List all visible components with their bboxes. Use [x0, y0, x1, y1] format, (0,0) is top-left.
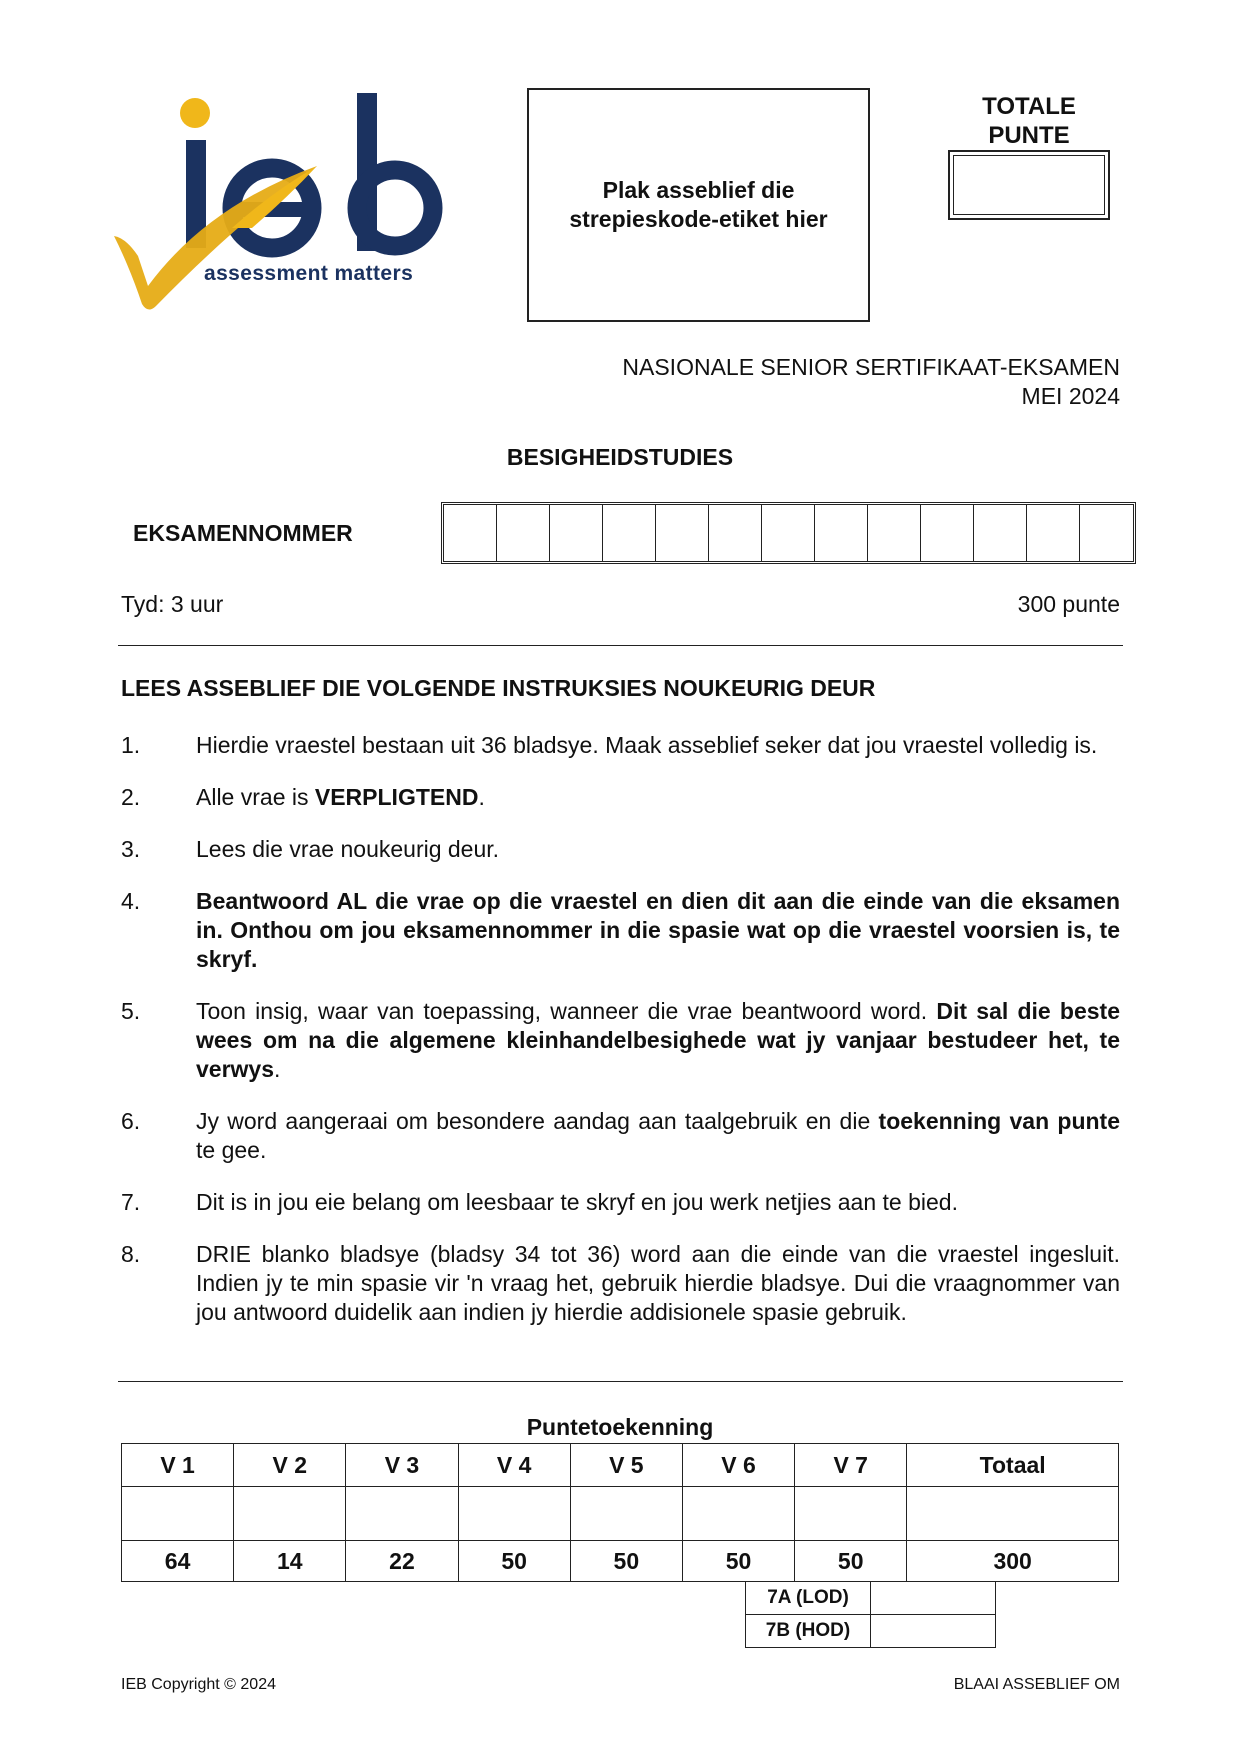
exam-number-grid	[441, 502, 1136, 564]
marks-entry-cell[interactable]	[795, 1487, 907, 1541]
instruction-item	[121, 1107, 1120, 1165]
instruction-item	[121, 1188, 1120, 1217]
exam-number-cell[interactable]	[1080, 505, 1133, 561]
moderation-label: 7B (HOD)	[746, 1615, 871, 1648]
marks-header-cell: V 1	[122, 1444, 234, 1487]
marks-header-cell: V 3	[346, 1444, 458, 1487]
marks-entry-cell[interactable]	[570, 1487, 682, 1541]
instruction-text: Beantwoord AL die vrae op die vraestel en dien dit aan die einde van die eksamen in. Onthou om jou eksamennommer in die spasie wat op die vraestel voorsien is, te skryf.	[196, 888, 1120, 972]
exam-number-cell[interactable]	[815, 505, 868, 561]
instruction-number: 2.	[121, 784, 141, 810]
moderation-label: 7A (LOD)	[746, 1582, 871, 1615]
ieb-logo	[112, 88, 462, 318]
barcode-label: Plak asseblief die strepieskode-etiket hier	[569, 177, 828, 232]
barcode-sticker-box	[527, 88, 870, 322]
instruction-item	[121, 731, 1120, 760]
marks-header-cell: V 5	[570, 1444, 682, 1487]
divider-top	[118, 645, 1123, 646]
marks-header-cell: V 2	[234, 1444, 346, 1487]
max-marks-cell: 22	[346, 1541, 458, 1582]
moderation-entry-cell[interactable]	[871, 1615, 996, 1648]
exam-date: MEI 2024	[1021, 383, 1120, 409]
exam-number-cell[interactable]	[868, 505, 921, 561]
instructions-list	[121, 731, 1120, 1350]
instruction-item	[121, 1240, 1120, 1327]
instruction-number: 8.	[121, 1241, 141, 1267]
marks-header-cell: Totaal	[907, 1444, 1119, 1487]
instruction-number: 5.	[121, 998, 141, 1024]
exam-number-cell[interactable]	[709, 505, 762, 561]
exam-duration: Tyd: 3 uur	[121, 591, 224, 617]
exam-number-cell[interactable]	[656, 505, 709, 561]
marks-header-cell: V 7	[795, 1444, 907, 1487]
instruction-text: Jy word aangeraai om besondere aandag aan taalgebruik en die toekenning van punte te gee.	[196, 1108, 1120, 1163]
marks-header-cell: V 6	[682, 1444, 794, 1487]
marks-header-cell: V 4	[458, 1444, 570, 1487]
max-marks-cell: 14	[234, 1541, 346, 1582]
marks-table	[121, 1443, 1119, 1582]
max-marks-cell: 50	[570, 1541, 682, 1582]
total-marks-box	[948, 150, 1110, 220]
instruction-number: 4.	[121, 888, 141, 914]
instruction-number: 6.	[121, 1108, 141, 1134]
instruction-text: Hierdie vraestel bestaan uit 36 bladsye. Maak asseblief seker dat jou vraestel volledig is.	[196, 732, 1098, 758]
exam-number-cell[interactable]	[497, 505, 550, 561]
max-marks-cell: 300	[907, 1541, 1119, 1582]
instruction-number: 1.	[121, 732, 141, 758]
exam-number-cell[interactable]	[921, 505, 974, 561]
max-marks-cell: 64	[122, 1541, 234, 1582]
logo-tagline: assessment matters	[204, 262, 414, 285]
moderation-table	[745, 1581, 996, 1648]
exam-number-cell[interactable]	[603, 505, 656, 561]
marks-entry-cell[interactable]	[907, 1487, 1119, 1541]
exam-number-label: EKSAMENNOMMER	[133, 520, 353, 546]
marks-entry-cell[interactable]	[458, 1487, 570, 1541]
marks-entry-cell[interactable]	[682, 1487, 794, 1541]
marks-table-title: Puntetoekenning	[526, 1414, 714, 1440]
subject-title: BESIGHEIDSTUDIES	[506, 444, 734, 470]
exam-name: NASIONALE SENIOR SERTIFIKAAT-EKSAMEN	[622, 354, 1120, 380]
instruction-item	[121, 783, 1120, 812]
instruction-text: Dit is in jou eie belang om leesbaar te skryf en jou werk netjies aan te bied.	[196, 1189, 958, 1215]
exam-header	[622, 353, 1120, 411]
exam-number-cell[interactable]	[762, 505, 815, 561]
instruction-item	[121, 835, 1120, 864]
exam-number-cell[interactable]	[550, 505, 603, 561]
footer-copyright: IEB Copyright © 2024	[121, 1676, 276, 1693]
marks-entry-cell[interactable]	[234, 1487, 346, 1541]
max-marks-cell: 50	[682, 1541, 794, 1582]
footer-turn-page: BLAAI ASSEBLIEF OM	[953, 1676, 1120, 1693]
max-marks-cell: 50	[795, 1541, 907, 1582]
max-marks-cell: 50	[458, 1541, 570, 1582]
exam-number-cell[interactable]	[974, 505, 1027, 561]
instruction-text: DRIE blanko bladsye (bladsy 34 tot 36) word aan die einde van die vraestel ingesluit. Indien jy te min spasie vir 'n vraag het, gebruik hierdie bladsye. Dui die vraagnommer van jou antwoord duidelik aan indien jy hierdie addisionele spasie gebruik.	[196, 1241, 1120, 1325]
exam-total-marks: 300 punte	[1017, 591, 1120, 617]
instruction-text: Toon insig, waar van toepassing, wanneer die vrae beantwoord word. Dit sal die beste wees om na die algemene kleinhandelbesighede wat jy vanjaar bestudeer het, te verwys.	[196, 998, 1120, 1082]
instruction-item	[121, 997, 1120, 1084]
marks-entry-cell[interactable]	[346, 1487, 458, 1541]
exam-number-cell[interactable]	[444, 505, 497, 561]
instructions-title: LEES ASSEBLIEF DIE VOLGENDE INSTRUKSIES NOUKEURIG DEUR	[121, 675, 876, 701]
moderation-entry-cell[interactable]	[871, 1582, 996, 1615]
divider-bottom	[118, 1381, 1123, 1382]
instruction-text: Lees die vrae noukeurig deur.	[196, 836, 500, 862]
instruction-number: 7.	[121, 1189, 141, 1215]
total-marks-label: TOTALE PUNTE	[982, 93, 1076, 149]
instruction-number: 3.	[121, 836, 141, 862]
instruction-text: Alle vrae is VERPLIGTEND.	[196, 784, 485, 810]
marks-entry-cell[interactable]	[122, 1487, 234, 1541]
instruction-item	[121, 887, 1120, 974]
exam-number-cell[interactable]	[1027, 505, 1080, 561]
